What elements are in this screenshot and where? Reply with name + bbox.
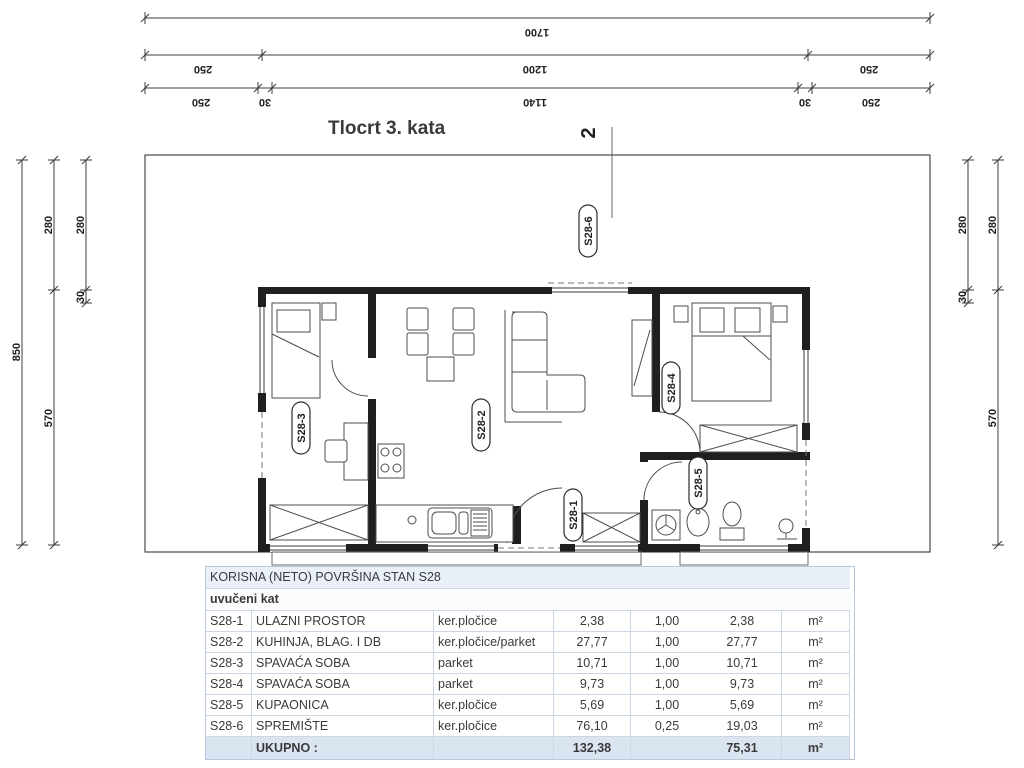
row-unit: m² [782, 695, 850, 716]
dim-top-1700: 1700 [524, 26, 550, 38]
table-title: KORISNA (NETO) POVRŠINA STAN S28 [206, 567, 850, 589]
dim-right-30: 30 [957, 290, 969, 304]
dim-top-1200: 1200 [522, 63, 548, 75]
dim-top-250a: 250 [193, 63, 213, 75]
dim-left-570: 570 [43, 408, 55, 428]
row-reduced: 10,71 [703, 653, 782, 674]
dim-left-30: 30 [75, 290, 87, 304]
room-label-s28-5 [689, 457, 707, 509]
dim-right-280a: 280 [957, 215, 969, 235]
row-floor: ker.pločice/parket [434, 632, 554, 653]
room-label-s28-2 [472, 399, 490, 451]
dimension-chain-right [957, 156, 1004, 549]
row-coef: 1,00 [631, 611, 703, 632]
total-unit: m² [782, 737, 850, 759]
dim-top-1140: 1140 [523, 96, 547, 108]
row-name: SPREMIŠTE [252, 716, 434, 737]
row-name: SPAVAĆA SOBA [252, 653, 434, 674]
row-id: S28-6 [206, 716, 252, 737]
row-coef: 1,00 [631, 674, 703, 695]
row-reduced: 27,77 [703, 632, 782, 653]
row-area: 27,77 [554, 632, 631, 653]
row-area: 2,38 [554, 611, 631, 632]
row-floor: ker.pločice [434, 611, 554, 632]
row-id: S28-2 [206, 632, 252, 653]
row-id: S28-5 [206, 695, 252, 716]
table-subtitle: uvučeni kat [206, 589, 850, 611]
row-unit: m² [782, 653, 850, 674]
dimension-chain-left [11, 156, 92, 549]
furniture-bathroom-s28-5 [652, 502, 797, 540]
row-id: S28-4 [206, 674, 252, 695]
room-label-s28-3 [292, 402, 310, 454]
room-label-s28-1 [564, 489, 582, 541]
page-title: Tlocrt 3. kata [328, 118, 446, 139]
dim-top-250d: 250 [861, 96, 881, 108]
dimension-chain-top [141, 12, 934, 108]
total-label: UKUPNO : [252, 737, 434, 759]
svg-text:S28-6: S28-6 [583, 216, 595, 246]
total-spacer [631, 737, 703, 759]
row-area: 5,69 [554, 695, 631, 716]
row-coef: 1,00 [631, 695, 703, 716]
row-reduced: 9,73 [703, 674, 782, 695]
total-area: 132,38 [554, 737, 631, 759]
dim-left-280b: 280 [75, 215, 87, 235]
row-id: S28-3 [206, 653, 252, 674]
row-floor: ker.pločice [434, 695, 554, 716]
dim-right-280b: 280 [987, 215, 999, 235]
row-area: 76,10 [554, 716, 631, 737]
row-area: 10,71 [554, 653, 631, 674]
dim-top-30a: 30 [258, 96, 272, 108]
room-label-s28-6 [579, 205, 597, 257]
total-spacer [434, 737, 554, 759]
row-name: KUPAONICA [252, 695, 434, 716]
svg-text:2: 2 [578, 127, 600, 139]
row-floor: ker.pločice [434, 716, 554, 737]
dim-top-250b: 250 [859, 63, 879, 75]
balcony-edge [272, 552, 808, 565]
row-unit: m² [782, 611, 850, 632]
svg-text:S28-1: S28-1 [568, 500, 580, 530]
row-area: 9,73 [554, 674, 631, 695]
row-floor: parket [434, 653, 554, 674]
svg-text:S28-5: S28-5 [693, 468, 705, 498]
row-unit: m² [782, 632, 850, 653]
row-reduced: 19,03 [703, 716, 782, 737]
row-unit: m² [782, 716, 850, 737]
row-name: KUHINJA, BLAG. I DB [252, 632, 434, 653]
svg-text:S28-2: S28-2 [476, 410, 488, 440]
row-name: ULAZNI PROSTOR [252, 611, 434, 632]
svg-text:S28-3: S28-3 [296, 413, 308, 443]
row-id: S28-1 [206, 611, 252, 632]
row-coef: 1,00 [631, 632, 703, 653]
row-coef: 1,00 [631, 653, 703, 674]
total-reduced: 75,31 [703, 737, 782, 759]
row-reduced: 2,38 [703, 611, 782, 632]
furniture-hall-s28-1 [583, 513, 640, 542]
row-reduced: 5,69 [703, 695, 782, 716]
row-unit: m² [782, 674, 850, 695]
row-name: SPAVAĆA SOBA [252, 674, 434, 695]
dim-left-850: 850 [11, 342, 23, 362]
dim-left-280a: 280 [43, 215, 55, 235]
svg-text:S28-4: S28-4 [666, 373, 678, 403]
total-spacer [206, 737, 252, 759]
row-floor: parket [434, 674, 554, 695]
dim-top-250c: 250 [191, 96, 211, 108]
entrance-marker [578, 127, 612, 218]
area-table [205, 566, 855, 760]
room-label-s28-4 [662, 362, 680, 414]
dim-top-30b: 30 [798, 96, 812, 108]
dim-right-570: 570 [987, 408, 999, 428]
furniture-bedroom-s28-3 [270, 303, 368, 540]
row-coef: 0,25 [631, 716, 703, 737]
